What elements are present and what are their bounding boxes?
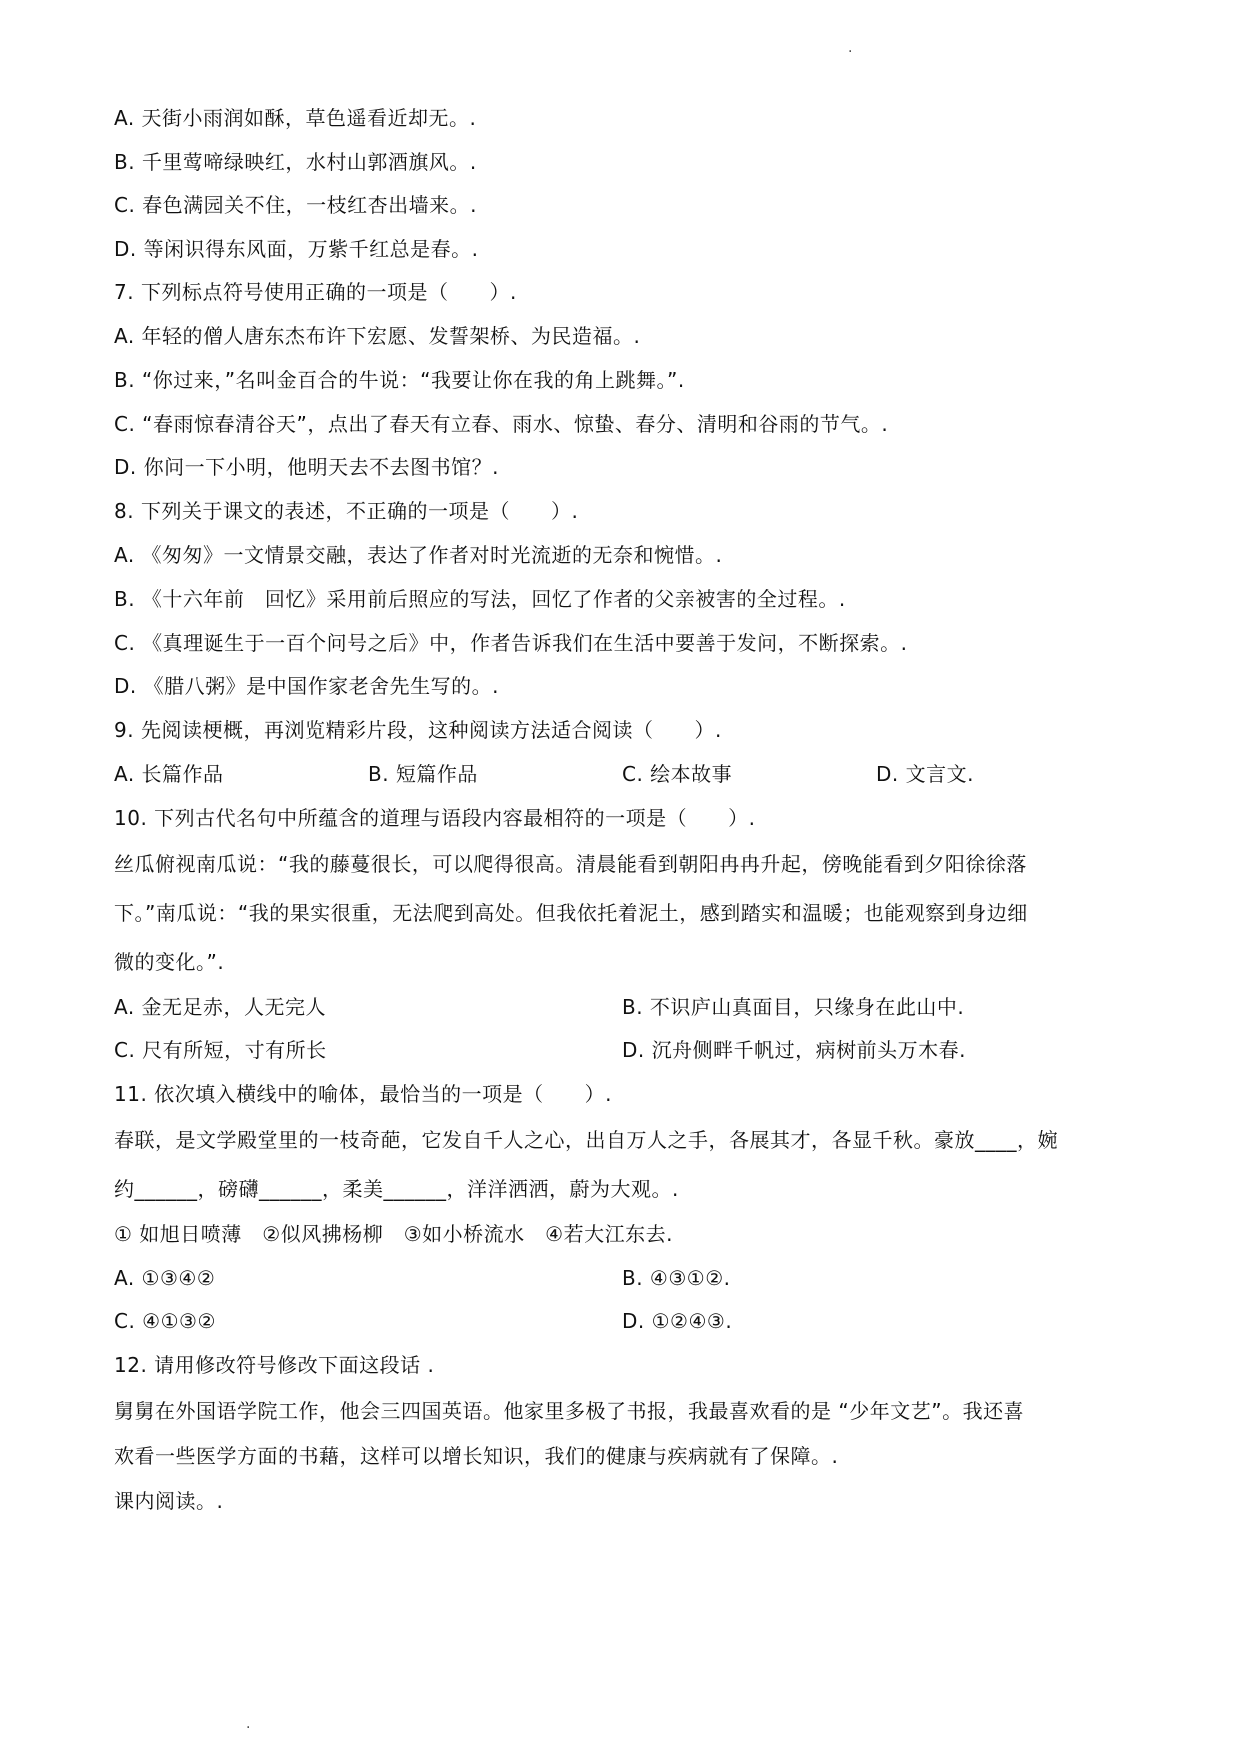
q10-passage-line-1: 丝瓜俯视南瓜说：“我的藤蔓很长，可以爬得很高。清晨能看到朝阳冉冉升起，傍晚能看到夕阳徐徐落	[114, 852, 1027, 876]
scan-mark: ·	[848, 44, 853, 60]
q8-option-b: B. 《十六年前 回忆》采用前后照应的写法，回忆了作者的父亲被害的全过程。.	[114, 587, 846, 611]
q9-option-a: A. 长篇作品	[114, 762, 224, 786]
q10-stem: 10. 下列古代名句中所蕴含的道理与语段内容最相符的一项是（ ）.	[114, 806, 756, 830]
q10-option-a: A. 金无足赤，人无完人	[114, 995, 327, 1019]
q6-option-a: A. 天街小雨润如酥，草色遥看近却无。.	[114, 106, 477, 130]
q8-option-a: A. 《匆匆》一文情景交融，表达了作者对时光流逝的无奈和惋惜。.	[114, 543, 723, 567]
q12-passage-line-2: 欢看一些医学方面的书藉，这样可以增长知识，我们的健康与疾病就有了保障。.	[114, 1444, 839, 1468]
q7-stem: 7. 下列标点符号使用正确的一项是（ ）.	[114, 280, 517, 304]
q11-stem: 11. 依次填入横线中的喻体，最恰当的一项是（ ）.	[114, 1082, 613, 1106]
q12-stem: 12. 请用修改符号修改下面这段话 .	[114, 1353, 435, 1377]
q11-option-c: C. ④①③②	[114, 1309, 216, 1333]
q11-passage-line-2: 约______，磅礴______，柔美______，洋洋洒洒，蔚为大观。.	[114, 1177, 679, 1201]
q9-option-c: C. 绘本故事	[622, 762, 733, 786]
q7-option-a: A. 年轻的僧人唐东杰布许下宏愿、发誓架桥、为民造福。.	[114, 324, 641, 348]
q10-option-b: B. 不识庐山真面目，只缘身在此山中.	[622, 995, 965, 1019]
q10-option-d: D. 沉舟侧畔千帆过，病树前头万木春.	[622, 1038, 966, 1062]
q9-option-d: D. 文言文.	[876, 762, 974, 786]
q9-option-b: B. 短篇作品	[368, 762, 478, 786]
section-heading: 课内阅读。.	[114, 1489, 224, 1513]
q8-option-c: C. 《真理诞生于一百个问号之后》中，作者告诉我们在生活中要善于发问，不断探索。.	[114, 631, 908, 655]
q10-passage-line-2: 下。”南瓜说：“我的果实很重，无法爬到高处。但我依托着泥土，感到踏实和温暖；也能观察到身边细	[114, 901, 1028, 925]
q11-option-a: A. ①③④②	[114, 1266, 216, 1290]
q12-passage-line-1: 舅舅在外国语学院工作，他会三四国英语。他家里多极了书报，我最喜欢看的是 “少年文艺”。我还喜	[114, 1399, 1025, 1423]
q6-option-d: D. 等闲识得东风面，万紫千红总是春。.	[114, 237, 479, 261]
q11-choices: ① 如旭日喷薄 ②似风拂杨柳 ③如小桥流水 ④若大江东去.	[114, 1222, 673, 1246]
q6-option-b: B. 千里莺啼绿映红，水村山郭酒旗风。.	[114, 150, 477, 174]
q7-option-b: B. “你过来，”名叫金百合的牛说：“我要让你在我的角上跳舞。”.	[114, 368, 685, 392]
q11-option-b: B. ④③①②.	[622, 1266, 731, 1290]
q9-stem: 9. 先阅读梗概，再浏览精彩片段，这种阅读方法适合阅读（ ）.	[114, 718, 722, 742]
q7-option-d: D. 你问一下小明，他明天去不去图书馆？.	[114, 455, 499, 479]
q8-option-d: D. 《腊八粥》是中国作家老舍先生写的。.	[114, 674, 499, 698]
q10-passage-line-3: 微的变化。”.	[114, 950, 225, 974]
q11-option-d: D. ①②④③.	[622, 1309, 733, 1333]
scan-mark: ·	[246, 1720, 251, 1736]
q10-option-c: C. 尺有所短，寸有所长	[114, 1038, 327, 1062]
q8-stem: 8. 下列关于课文的表述，不正确的一项是（ ）.	[114, 499, 579, 523]
q11-passage-line-1: 春联，是文学殿堂里的一枝奇葩，它发自千人之心，出自万人之手，各展其才，各显千秋。豪放____，婉	[114, 1128, 1058, 1152]
q7-option-c: C. “春雨惊春清谷天”，点出了春天有立春、雨水、惊蛰、春分、清明和谷雨的节气。.	[114, 412, 889, 436]
q6-option-c: C. 春色满园关不住，一枝红杏出墙来。.	[114, 193, 478, 217]
